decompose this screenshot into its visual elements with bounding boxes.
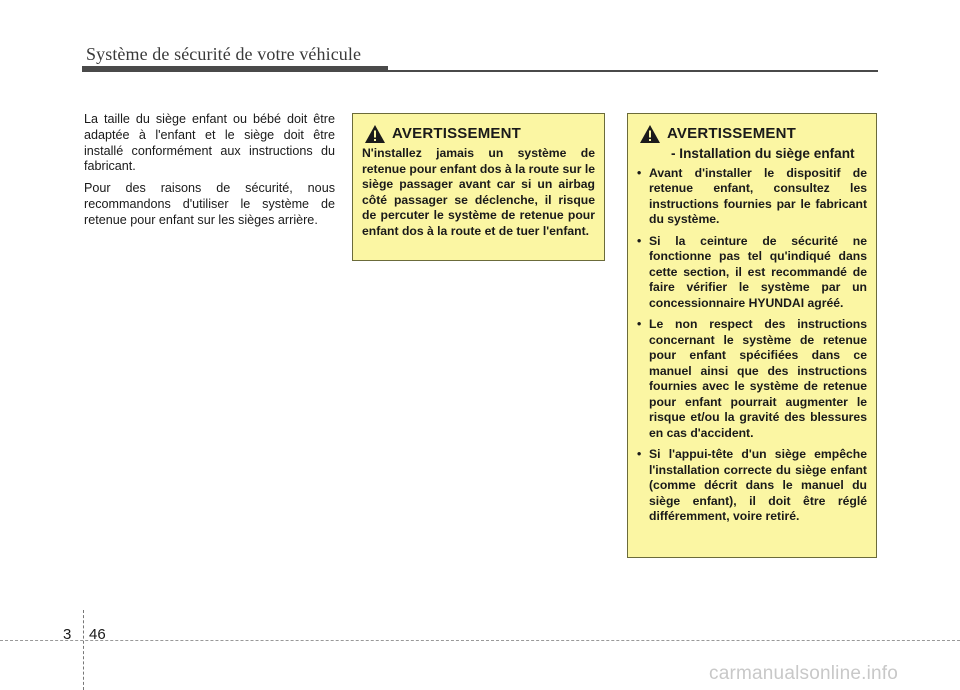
warning-header — [637, 124, 867, 144]
intro-text — [84, 112, 335, 235]
warning-bullet-item: • Le non respect des instructions concernant le système de retenue pour enfant spécifiées dans ce manuel ainsi que des instructions fournies avec le système de retenue pour enfant pourrait augmenter le risque et/ou la gravité des blessures en cas d'accident. — [637, 317, 867, 441]
warning-title: AVERTISSEMENT — [667, 125, 797, 143]
warning-subtitle: - Installation du siège enfant — [671, 146, 855, 161]
page-number: 46 — [89, 626, 106, 643]
intro-paragraph-2: Pour des raisons de sécurité, nous recommandons d'utiliser le système de retenue pour enfant sur les sièges arrière. — [84, 181, 335, 227]
warning-bullet-item: • Si la ceinture de sécurité ne fonctionne pas tel qu'indiqué dans cette section, il est recommandé de faire vérifier le système par un concessionnaire HYUNDAI agréé. — [637, 234, 867, 312]
watermark-text: carmanualsonline.info — [709, 663, 899, 684]
warning-header — [362, 124, 595, 144]
section-number: 3 — [63, 626, 72, 643]
warning-bullet-item: • Si l'appui-tête d'un siège empêche l'installation correcte du siège enfant (comme décrit dans le manuel du siège enfant), il doit être réglé différemment, voire retiré. — [637, 447, 867, 525]
warning-triangle-icon — [639, 124, 661, 144]
footer-divider — [0, 640, 960, 641]
warning-body: N'installez jamais un système de retenue pour enfant dos à la route sur le siège passager avant car si un airbag côté passager se déclenche, il risque de percuter le système de retenue pour enfant dos à la route et de tuer l'enfant. — [362, 146, 595, 238]
page-header-title: Système de sécurité de votre véhicule — [86, 44, 362, 64]
header-rule-thin — [388, 70, 878, 72]
warning-bullet-item: • Avant d'installer le dispositif de retenue enfant, consultez les instructions fournies par le fabricant du système. — [637, 166, 867, 228]
header-rule-thick — [82, 66, 388, 72]
warning-title: AVERTISSEMENT — [392, 125, 522, 143]
warning-box-rear-facing — [352, 113, 605, 261]
warning-bullet-list — [637, 166, 867, 525]
warning-box-child-seat-installation — [627, 113, 877, 558]
warning-triangle-icon — [364, 124, 386, 144]
footer-vertical-divider — [83, 610, 84, 690]
intro-paragraph-1: La taille du siège enfant ou bébé doit être adaptée à l'enfant et le siège doit être installé conformément aux instructions du fabricant. — [84, 112, 335, 174]
